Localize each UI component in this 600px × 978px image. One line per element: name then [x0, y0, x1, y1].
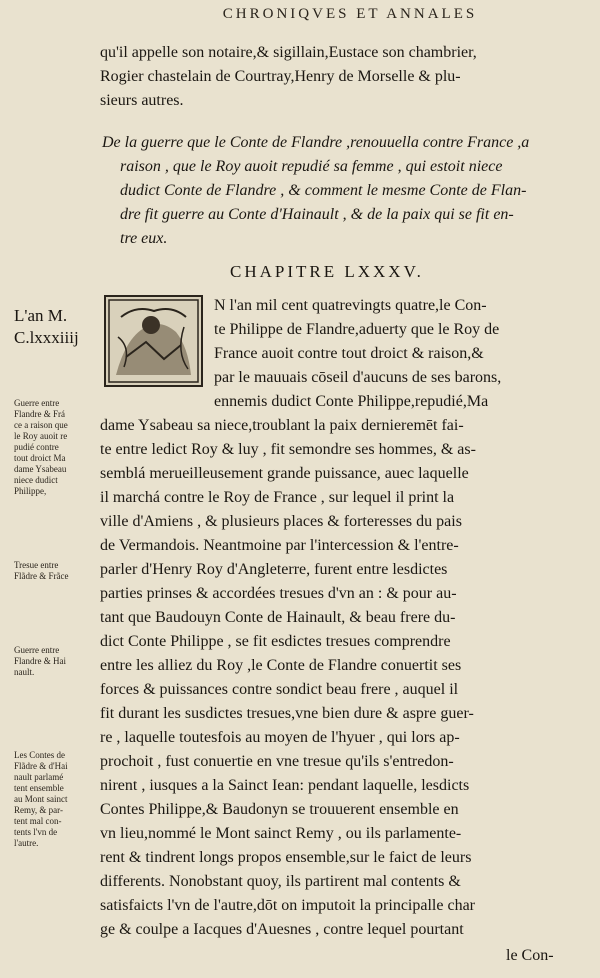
margin-note-line: Remy, & par- — [14, 805, 63, 815]
heading-line: tre eux. — [120, 230, 168, 247]
text-line: parties prinses & accordées tresues d'vn an : & pour au- — [100, 585, 457, 602]
margin-note-line: Flãdre & Frãce — [14, 571, 69, 581]
margin-note-line: dame Ysabeau — [14, 464, 67, 474]
text-line: ennemis dudict Conte Philippe,repudié,Ma — [214, 393, 489, 410]
text-line: il marchá contre le Roy de France , sur lequel il print la — [100, 489, 455, 506]
text-line: te entre ledict Roy & luy , fit semondre ses hommes, & as- — [100, 441, 476, 458]
text-line: N l'an mil cent quatrevingts quatre,le Con- — [214, 297, 487, 314]
catchword: le Con- — [506, 947, 554, 964]
margin-note-line: Guerre entre — [14, 398, 60, 408]
margin-note-line: le Roy auoit re — [14, 431, 68, 441]
text-line: prochoit , fust conuertie en vne tresue qu'ils s'entredon- — [100, 753, 454, 770]
margin-note-line: nault. — [14, 667, 35, 677]
text-line: te Philippe de Flandre,aduerty que le Roy de — [214, 321, 500, 338]
margin-note-line: Flandre & Frá — [14, 409, 65, 419]
margin-note-line: tent ensemble — [14, 783, 64, 793]
margin-note-line: au Mont sainct — [14, 794, 68, 804]
text-line: dame Ysabeau sa niece,troublant la paix dernieremēt fai- — [100, 417, 464, 434]
margin-note-line: niece dudict — [14, 475, 58, 485]
margin-note-tresue — [14, 560, 96, 582]
text-line: differents. Nonobstant quoy, ils partirent mal contents & — [100, 873, 461, 890]
heading-line: De la guerre que le Conte de Flandre ,renouuella contre France ,a — [102, 134, 530, 151]
text-line: semblá merueilleusement grande puissance, auec laquelle — [100, 465, 469, 482]
margin-note-line: Flandre & Hai — [14, 656, 66, 666]
text-line: tant que Baudouyn Conte de Hainault, & beau frere du- — [100, 609, 456, 626]
text-line: dict Conte Philippe , se fit esdictes tresues comprendre — [100, 633, 451, 650]
text-line: satisfaicts l'vn de l'autre,dōt on imputoit la principalle char — [100, 897, 475, 914]
heading-line: dudict Conte de Flandre , & comment le mesme Conte de Flan- — [120, 182, 527, 199]
margin-note-line: nault parlamé — [14, 772, 64, 782]
text-line: entre les alliez du Roy ,le Conte de Flandre conuertit ses — [100, 657, 462, 674]
text-line: France auoit contre tout droict & raison,& — [214, 345, 484, 362]
margin-note-line: Guerre entre — [14, 645, 60, 655]
ornamental-initial-woodcut — [104, 295, 203, 387]
text-line: ge & coulpe a Iacques d'Auesnes , contre lequel pourtant — [100, 921, 464, 938]
margin-note-line: l'autre. — [14, 838, 39, 848]
text-line: de Vermandois. Neantmoine par l'intercession & l'entre- — [100, 537, 459, 554]
text-line: vn lieu,nommé le Mont sainct Remy , ou ils parlamente- — [100, 825, 462, 842]
text-line: re , laquelle toutesfois au moyen de l'hyuer , qui lors ap- — [100, 729, 460, 746]
margin-note-contes — [14, 750, 96, 849]
heading-line: raison , que le Roy auoit repudié sa femme , qui estoit niece — [120, 158, 503, 175]
text-line: forces & puissances contre sondict beau frere , auquel il — [100, 681, 459, 698]
text-line: qu'il appelle son notaire,& sigillain,Eustace son chambrier, — [100, 44, 477, 61]
text-line: sieurs autres. — [100, 92, 184, 109]
heading-line: dre fit guerre au Conte d'Hainault , & de la paix qui se fit en- — [120, 206, 514, 223]
text-line: rent & tindrent longs propos ensemble,sur le faict de leurs — [100, 849, 472, 866]
margin-note-line: Tresue entre — [14, 560, 59, 570]
margin-year-line: C.lxxxiiij — [14, 328, 79, 347]
text-line: Rogier chastelain de Courtray,Henry de Morselle & plu- — [100, 68, 461, 85]
margin-note-guerre-hainault — [14, 645, 96, 678]
text-line: fit durant les susdictes tresues,vne bien dure & aspre guer- — [100, 705, 474, 722]
text-line: Contes Philippe,& Baudonyn se trouuerent ensemble en — [100, 801, 459, 818]
margin-note-line: Les Contes de — [14, 750, 65, 760]
margin-note-line: Philippe, — [14, 486, 47, 496]
margin-note-line: ce a raison que — [14, 420, 68, 430]
margin-note-guerre-france — [14, 398, 96, 497]
margin-year-line: L'an M. — [14, 306, 68, 325]
margin-year — [14, 305, 79, 349]
margin-note-line: tents l'vn de — [14, 827, 58, 837]
text-line: ville d'Amiens , & plusieurs places & forteresses du pais — [100, 513, 462, 530]
text-line: par le mauuais cōseil d'aucuns de ses barons, — [214, 369, 502, 386]
margin-note-line: Flãdre & d'Hai — [14, 761, 68, 771]
margin-note-line: tout droict Ma — [14, 453, 66, 463]
chapter-title: CHAPITRE LXXXV. — [230, 262, 424, 281]
margin-note-line: tent mal con- — [14, 816, 62, 826]
text-line: nirent , iusques a la Sainct Iean: pendant laquelle, lesdicts — [100, 777, 470, 794]
woodcut-illustration — [106, 297, 201, 385]
running-head: CHRONIQVES ET ANNALES — [222, 6, 478, 22]
margin-note-line: pudié contre — [14, 442, 59, 452]
text-line: parler d'Henry Roy d'Angleterre, furent entre lesdictes — [100, 561, 448, 578]
